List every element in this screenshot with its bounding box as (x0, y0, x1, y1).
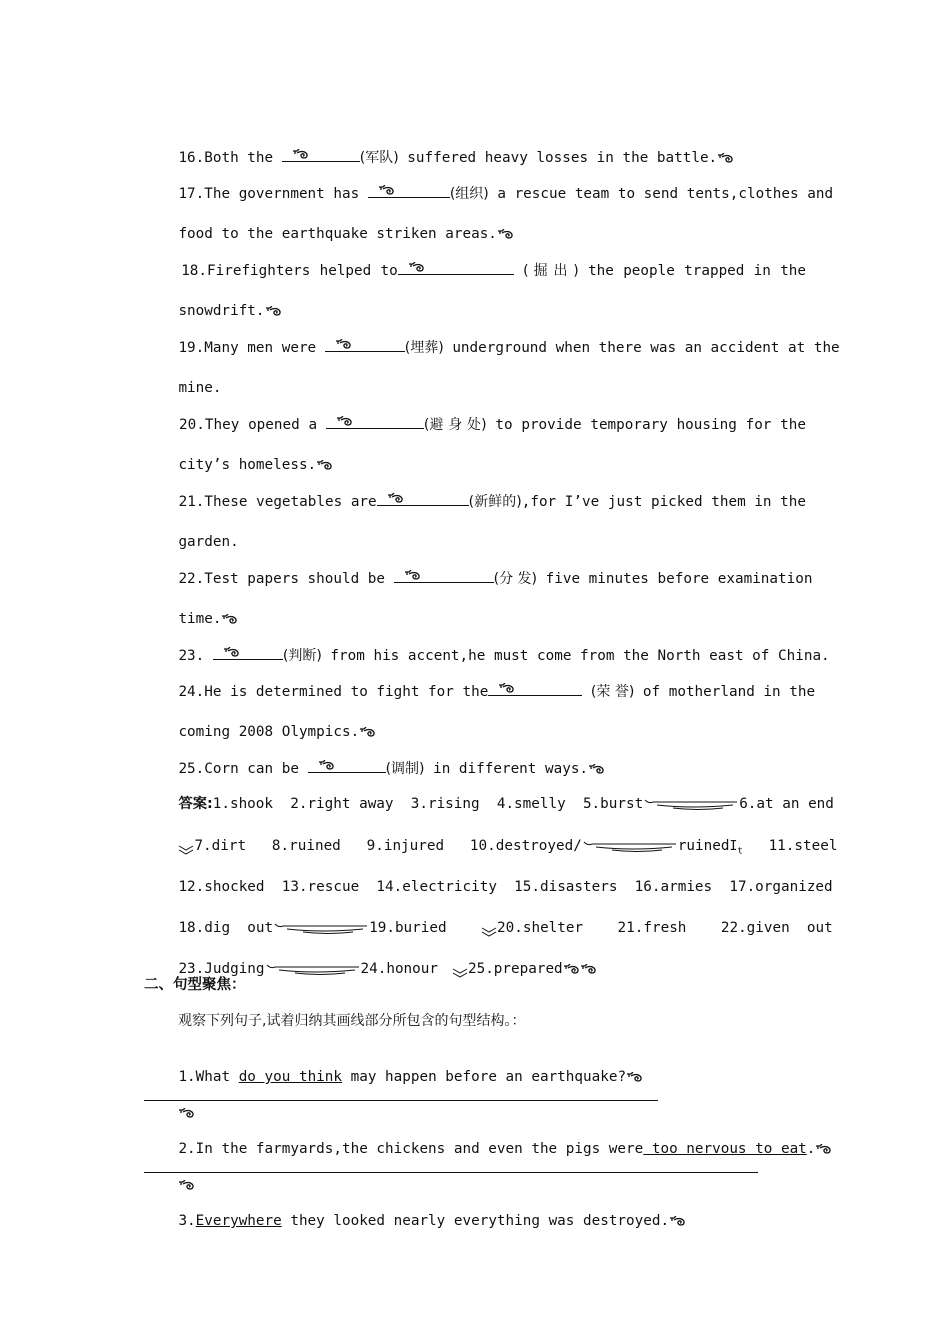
question-number: 23. (178, 648, 205, 664)
sentence-2 (144, 1119, 832, 1179)
section-heading: 二、句型聚焦： (144, 977, 246, 993)
answer-item: 7.dirt (194, 838, 247, 854)
answer-blank[interactable] (326, 414, 424, 429)
answer-blank[interactable] (368, 183, 450, 198)
answer-item: 18.dig out (178, 920, 274, 936)
answer-blank[interactable] (325, 337, 405, 352)
answer-item: 11.steel (768, 838, 838, 854)
question-text: Test papers should be (204, 571, 386, 587)
question-text: coming 2008 Olympics. (178, 724, 360, 740)
question-text: of motherland in the (642, 684, 816, 700)
answer-item: 17.organized (729, 879, 833, 895)
sentence-3 (144, 1191, 686, 1251)
answer-item: 22.given out (720, 920, 833, 936)
answer-item: 15.disasters (514, 879, 618, 895)
section-instruction: 观察下列句子,试着归纳其画线部分所包含的句型结构。： (178, 1013, 526, 1029)
answer-rule (144, 1100, 658, 1101)
answer-item: 4.smelly (496, 796, 566, 812)
question-text: food to the earthquake striken areas. (178, 226, 497, 242)
answer-blank[interactable] (308, 758, 386, 773)
question-text: He is determined to fight for the (204, 684, 489, 700)
question-number: 19. (178, 340, 205, 356)
question-text: suffered heavy losses in the battle. (407, 150, 718, 166)
chinese-hint: (组织) (449, 186, 489, 202)
question-number: 16. (178, 150, 205, 166)
question-text: city’s homeless. (178, 457, 317, 473)
answer-blank[interactable] (377, 491, 469, 506)
answer-rule (144, 1172, 758, 1173)
question-text: garden. (178, 534, 239, 550)
question-text: The government has (204, 186, 360, 202)
answer-item: 14.electricity (376, 879, 497, 895)
answer-blank[interactable] (394, 568, 494, 583)
mark-icon (223, 647, 240, 657)
mark-icon (563, 964, 580, 974)
answer-item: 24.honour (360, 961, 438, 977)
underlined-phrase: do you think (238, 1069, 342, 1085)
answer-blank[interactable] (488, 681, 582, 696)
mark-icon (580, 964, 597, 974)
chinese-hint: (军队) (359, 150, 399, 166)
mark-icon (178, 1180, 195, 1190)
question-text: a rescue team to send tents,clothes and (497, 186, 834, 202)
chevron-mark-icon (481, 923, 497, 933)
question-number: 17. (178, 186, 205, 202)
answers-label: 答案: (178, 796, 213, 812)
wave-mark-icon (265, 962, 361, 976)
question-number: 25. (178, 761, 205, 777)
mark-icon (717, 153, 734, 163)
wave-mark-icon (643, 797, 739, 811)
mark-icon (316, 460, 333, 470)
question-text: the people trapped in the (588, 263, 807, 279)
mark-icon (221, 614, 238, 624)
question-22 (144, 548, 813, 609)
chinese-hint: (调制) (385, 761, 425, 777)
mark-icon (404, 570, 421, 580)
question-text: to provide temporary housing for the (495, 417, 806, 433)
chevron-mark-icon (178, 841, 194, 851)
chinese-hint: (避 身 处) (423, 417, 487, 433)
question-text: These vegetables are (204, 494, 377, 510)
question-number: 20. (179, 417, 205, 433)
answer-item: 19.buried (369, 920, 447, 936)
answer-blank[interactable] (398, 260, 514, 275)
mark-icon (497, 229, 514, 239)
answer-item: 20.shelter (497, 920, 584, 936)
answer-item: 1.shook (212, 796, 274, 812)
answer-item: 13.rescue (281, 879, 360, 895)
answer-item: 8.ruined (271, 838, 341, 854)
mark-icon (378, 185, 395, 195)
answer-item: 21.fresh (617, 920, 687, 936)
sentence-text: . (806, 1141, 816, 1157)
chevron-mark-icon (452, 964, 468, 974)
question-text: mine. (178, 380, 222, 396)
question-text: underground when there was an accident at the (452, 340, 840, 356)
answer-item: 23.Judging (178, 961, 265, 977)
sentence-1 (144, 1047, 643, 1107)
answer-item: 25.prepared (467, 961, 563, 977)
mark-icon (336, 416, 353, 426)
question-text: Firefighters helped to (207, 263, 398, 279)
sentence-text: 2.In the farmyards,the chickens and even the pigs were (178, 1141, 644, 1157)
mark-icon (387, 493, 404, 503)
mark-icon (292, 149, 309, 159)
mark-icon (815, 1144, 832, 1154)
mark-icon (335, 339, 352, 349)
chinese-hint: (新鲜的) (468, 494, 522, 510)
question-number: 18. (181, 263, 208, 279)
answer-item: 12.shocked (178, 879, 265, 895)
question-number: 21. (178, 494, 205, 510)
sentence-text: 1.What (178, 1069, 239, 1085)
cursor-mark-icon: $I_t$ (729, 839, 743, 857)
question-text: snowdrift. (178, 303, 265, 319)
answer-item: 9.injured (366, 838, 445, 854)
chinese-hint: (分 发) (493, 571, 538, 587)
question-21 (144, 471, 806, 532)
answer-blank[interactable] (282, 147, 360, 162)
mark-icon (498, 683, 515, 693)
answer-item: 6.at an end (739, 796, 834, 812)
answer-item: 5.burst (582, 796, 644, 812)
question-text: Both the (204, 150, 274, 166)
question-text: five minutes before examination (545, 571, 813, 587)
question-number: 24. (178, 684, 205, 700)
mark-icon (588, 764, 605, 774)
wave-mark-icon (273, 921, 369, 935)
sentence-text: 3. (178, 1213, 196, 1229)
question-text: from his accent,he must come from the North east of China. (330, 648, 830, 664)
answer-item: 10.destroyed/ (469, 838, 582, 854)
chinese-hint: (荣 誉) (590, 684, 635, 700)
answer-item: 16.armies (634, 879, 713, 895)
question-text: Corn can be (204, 761, 299, 777)
mark-icon (626, 1072, 643, 1082)
mark-icon (359, 727, 376, 737)
sentence-text: may happen before an earthquake? (342, 1069, 627, 1085)
question-text: in different ways. (433, 761, 589, 777)
question-text: Many men were (204, 340, 317, 356)
chinese-hint: (判断) (282, 648, 322, 664)
question-text: ,for I’ve just picked them in the (521, 494, 807, 510)
mark-icon (178, 1108, 195, 1118)
chinese-hint: (埋葬) (404, 340, 444, 356)
question-text: time. (178, 611, 222, 627)
mark-icon (408, 262, 425, 272)
answer-item: 3.rising (410, 796, 480, 812)
answer-item: 2.right away (290, 796, 394, 812)
underlined-phrase: too nervous to eat (643, 1141, 807, 1157)
question-text: They opened a (204, 417, 318, 433)
question-number: 22. (178, 571, 205, 587)
mark-icon (669, 1216, 686, 1226)
question-19 (144, 317, 840, 378)
answer-item: ruined (677, 838, 730, 854)
mark-icon (318, 760, 335, 770)
answer-blank[interactable] (213, 645, 283, 660)
underlined-phrase: Everywhere (195, 1213, 282, 1229)
wave-mark-icon (582, 839, 678, 853)
mark-icon (265, 306, 282, 316)
sentence-text: they looked nearly everything was destroyed. (281, 1213, 670, 1229)
chinese-hint: ( 掘 出 ) (523, 263, 579, 279)
